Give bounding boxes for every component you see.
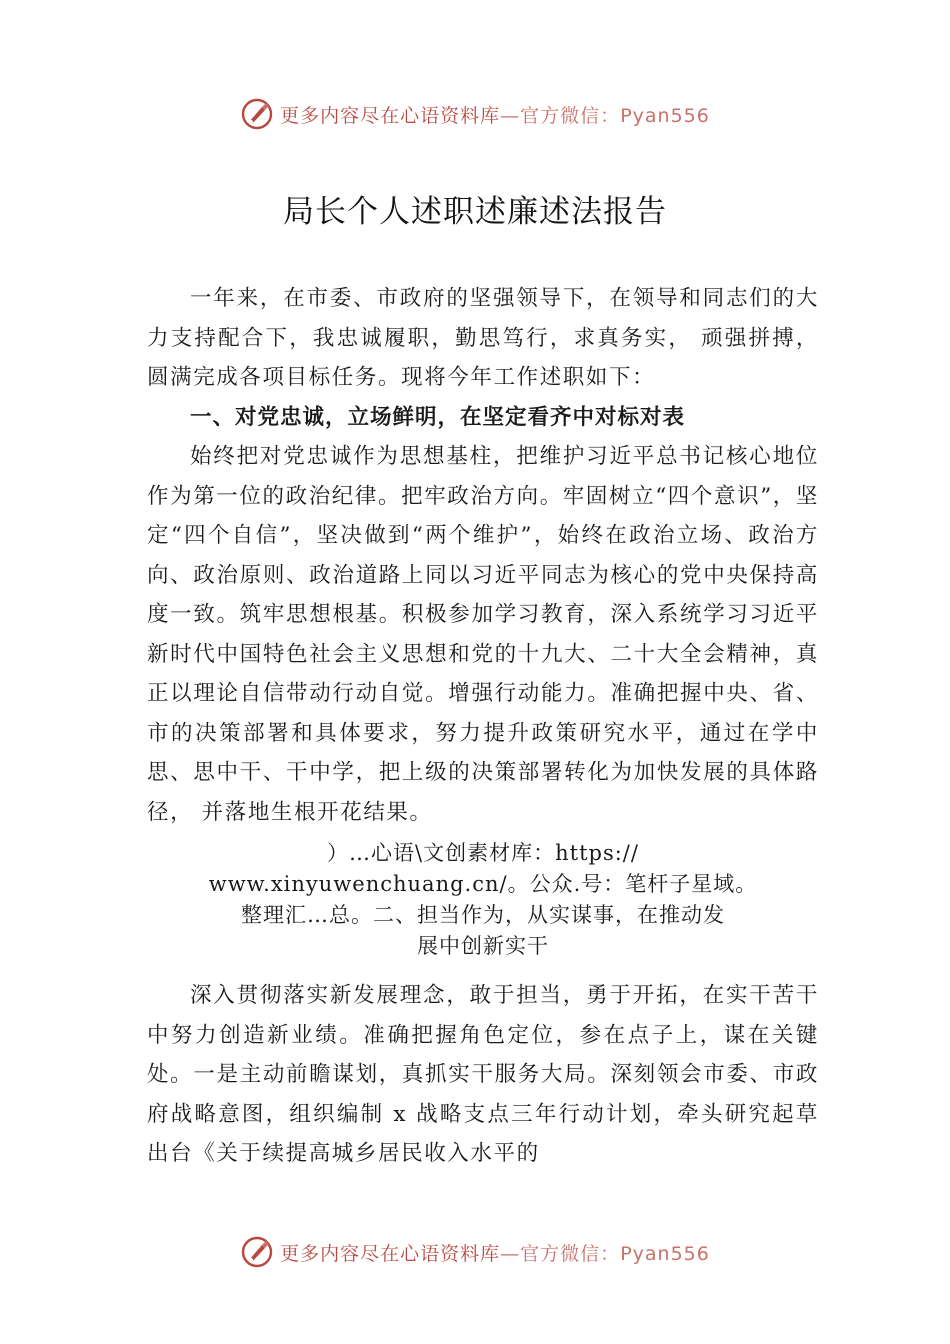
watermark-line-1: ）…心语\文创素材库：https:// xyxy=(327,841,639,865)
inline-watermark-text xyxy=(147,838,819,962)
watermark-line-2: www.xinyuwenchuang.cn/。公众.号：笔杆子星域。 xyxy=(208,872,758,896)
section1-heading: 一、对党忠诚，立场鲜明，在坚定看齐中对标对表 xyxy=(190,404,686,430)
header-banner xyxy=(0,94,950,134)
footer-contact-label: 官方微信： xyxy=(520,1242,621,1265)
footer-separator: — xyxy=(500,1242,521,1265)
footer-brand: 更多内容尽在心语资料库 xyxy=(280,1242,501,1265)
footer-contact-id: Pyan556 xyxy=(620,1242,710,1265)
header-separator: — xyxy=(500,104,521,127)
document-title: 局长个人述职述廉述法报告 xyxy=(283,194,667,230)
section2-paragraph: 深入贯彻落实新发展理念，敢于担当，勇于开拓，在实干苦干中努力创造新业绩。准确把握角色定位，参在点子上，谋在关键处。一是主动前瞻谋划，真抓实干服务大局。深刻领会市委、市政府战略意图，组织编制 x 战略支点三年行动计划，牵头研究起草出台《关于续提高城乡居民收入水平的 xyxy=(147,983,819,1166)
header-banner-text xyxy=(280,101,710,128)
watermark-line-4: 展中创新实干 xyxy=(417,934,549,958)
section1-paragraph: 始终把对党忠诚作为思想基柱，把维护习近平总书记核心地位作为第一位的政治纪律。把牢政治方向。牢固树立“四个意识”，坚定“四个自信”，坚决做到“两个维护”，始终在政治立场、政治方向、政治原则、政治道路上同以习近平同志为核心的党中央保持高度一致。筑牢思想根基。积极参加学习教育，深入系统学习习近平新时代中国特色社会主义思想和党的十九大、二十大全会精神，真正以理论自信带动行动自觉。增强行动能力。准确把握中央、省、市的决策部署和具体要求，努力提升政策研究水平，通过在学中思、思中干、干中学，把上级的决策部署转化为加快发展的具体路径， 并落地生根开花结果。 xyxy=(147,444,819,825)
pen-seal-logo-icon xyxy=(240,97,274,131)
header-contact-label: 官方微信： xyxy=(520,104,621,127)
header-contact-id: Pyan556 xyxy=(620,104,710,127)
document-body xyxy=(147,279,819,1174)
watermark-line-3: 整理汇…总。二、担当作为，从实谋事，在推动发 xyxy=(241,903,725,927)
pen-seal-logo-icon xyxy=(240,1235,274,1269)
footer-banner xyxy=(0,1232,950,1272)
footer-banner-text xyxy=(280,1239,710,1266)
header-brand: 更多内容尽在心语资料库 xyxy=(280,104,501,127)
intro-paragraph: 一年来，在市委、市政府的坚强领导下，在领导和同志们的大力支持配合下，我忠诚履职，勤思笃行，求真务实， 顽强拼搏，圆满完成各项目标任务。现将今年工作述职如下： xyxy=(147,286,819,390)
